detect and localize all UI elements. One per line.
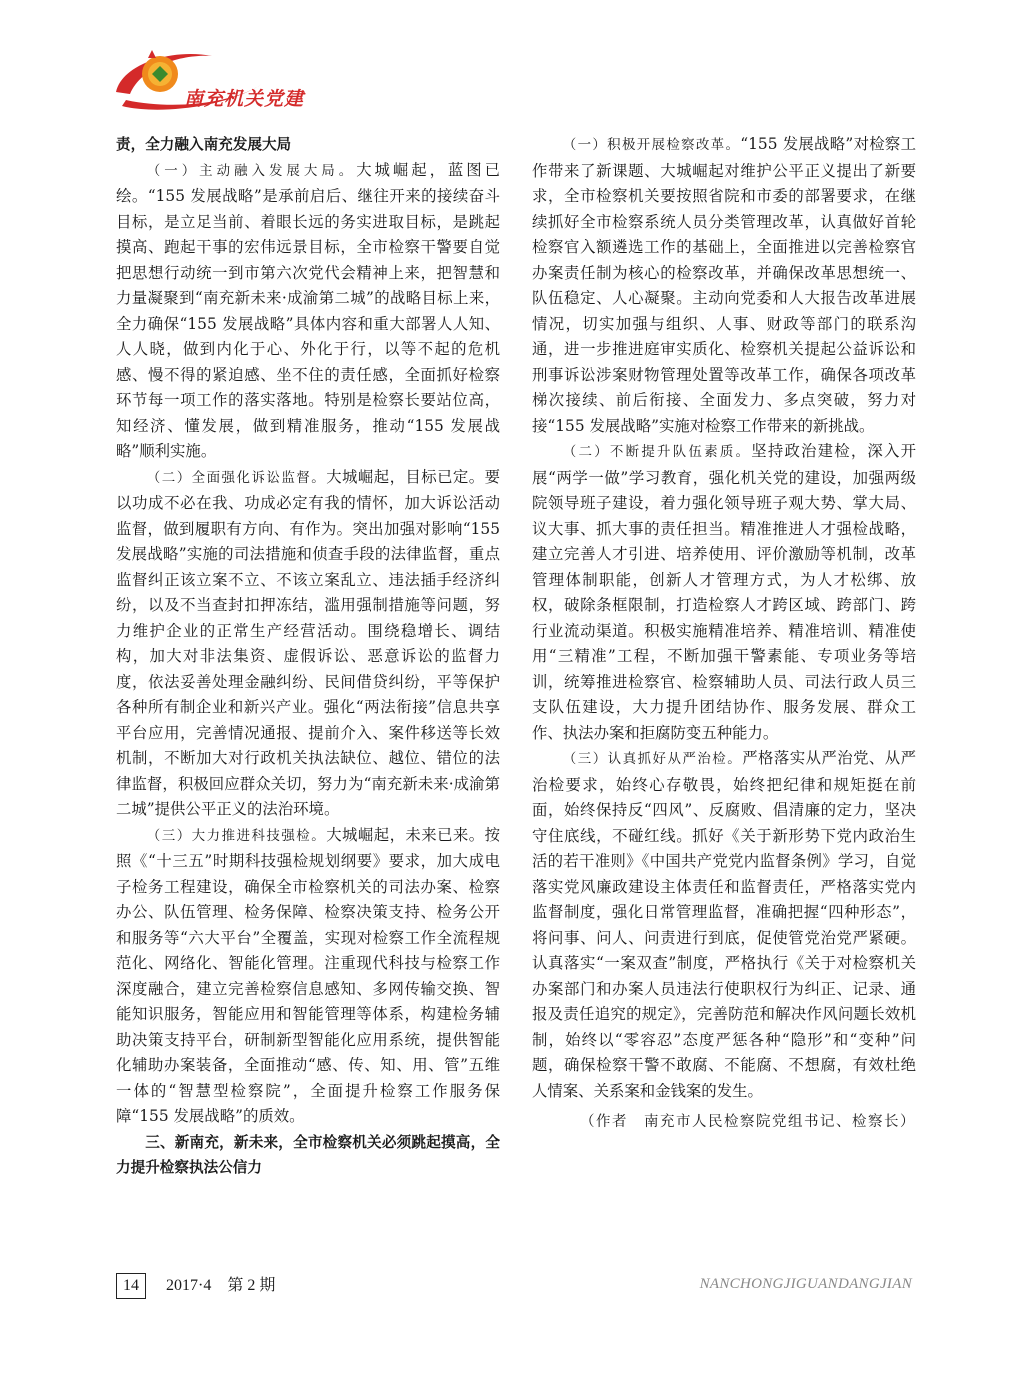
paragraph-lead: （一）主动融入发展大局。 bbox=[146, 162, 357, 179]
page-header bbox=[112, 44, 912, 124]
left-text-column bbox=[116, 132, 500, 1181]
body-paragraph bbox=[532, 132, 916, 439]
author-byline: （作者 南充市人民检察院党组书记、检察长） bbox=[580, 1114, 916, 1130]
body-paragraph bbox=[532, 746, 916, 1104]
page-footer bbox=[116, 1270, 916, 1306]
paragraph-lead: （三）大力推进科技强检。 bbox=[146, 827, 327, 844]
paragraph-body: 大城崛起，未来已来。按照《“十三五”时期科技强检规划纲要》要求，加大成电子检务工程建设，确保全市检察机关的司法办案、检察办公、队伍管理、检务保障、检察决策支持、检务公开和服务等“六大平台”全覆盖，实现对检察工作全流程规范化、网络化、智能化管理。注重现代科技与检察工作深度融合，建立完善检察信息感知、多网传输交换、智能知识服务，智能应用和智能管理等体系，构建检务辅助决策支持平台，研制新型智能化应用系统，提供智能化辅助办案装备，全面推动“感、传、知、用、管”五维一体的“智慧型检察院”，全面提升检察工作服务保障“155 发展战略”的质效。 bbox=[116, 825, 500, 1125]
paragraph-lead: （二）全面强化诉讼监督。 bbox=[146, 469, 327, 486]
right-text-column bbox=[532, 132, 916, 1134]
paragraph-body: 大城崛起，目标已定。要以功成不必在我、功成必定有我的情怀，加大诉讼活动监督，做到履职有方向、有作为。突出加强对影响“155 发展战略”实施的司法措施和侦查手段的法律监督，重点监督纠正该立案不立、不该立案乱立、违法插手经济纠纷，以及不当查封扣押冻结，滥用强制措施等问题，努力维护企业的正常生产经营活动。围绕稳增长、调结构，加大对非法集资、虚假诉讼、恶意诉讼的监督力度，依法妥善处理金融纠纷、民间借贷纠纷，平等保护各种所有制企业和新兴产业。强化“两法衔接”信息共享平台应用，完善情况通报、提前介入、案件移送等长效机制，不断加大对行政机关执法缺位、越位、错位的法律监督，积极回应群众关切，努力为“南充新未来·成渝第二城”提供公平正义的法治环境。 bbox=[116, 467, 500, 818]
section-heading: 三、新南充，新未来，全市检察机关必须跳起摸高，全力提升检察执法公信力 bbox=[116, 1133, 500, 1176]
paragraph-body: 坚持政治建检，深入开展“两学一做”学习教育，强化机关党的建设，加强两级院领导班子建设，着力强化领导班子观大势、掌大局、议大事、抓大事的责任担当。精准推进人才强检战略，建立完善人才引进、培养使用、评价激励等机制，改革管理体制职能，创新人才管理方式，为人才松绑、放权，破除条框限制，打造检察人才跨区域、跨部门、跨行业流动渠道。积极实施精准培养、精准培训、精准使用“三精准”工程，不断加强干警素能、专项业务等培训，统筹推进检察官、检察辅助人员、司法行政人员三支队伍建设，大力提升团结协作、服务发展、群众工作、执法办案和拒腐防变五种能力。 bbox=[532, 442, 916, 742]
section-heading: 责，全力融入南充发展大局 bbox=[116, 136, 292, 153]
body-paragraph bbox=[116, 465, 500, 823]
body-paragraph bbox=[116, 823, 500, 1130]
body-paragraph bbox=[532, 439, 916, 746]
paragraph-body: “155 发展战略”对检察工作带来了新课题、大城崛起对维护公平正义提出了新要求，全市检察机关要按照省院和市委的部署要求，在继续抓好全市检察系统人员分类管理改革，认真做好首轮检察官入额遴选工作的基础上，全面推进以完善检察官办案责任制为核心的检察改革，并确保改革思想统一、队伍稳定、人心凝聚。主动向党委和人大报告改革进展情况，切实加强与组织、人事、财政等部门的联系沟通，进一步推进庭审实质化、检察机关提起公益诉讼和刑事诉讼涉案财物管理处置等改革工作，确保各项改革梯次接续、前后衔接、全面发力、多点突破，努力对接“155 发展战略”实施对检察工作带来的新挑战。 bbox=[532, 135, 916, 435]
paragraph-body: 大城崛起，蓝图已绘。“155 发展战略”是承前启后、继往开来的接续奋斗目标，是立足当前、着眼长远的务实进取目标，是跳起摸高、跑起干事的宏伟远景目标，全市检察干警要自觉把思想行动统一到市第六次党代会精神上来，把智慧和力量凝聚到“南充新未来·成渝第二城”的战略目标上来，全力确保“155 发展战略”具体内容和重大部署人人知、人人晓，做到内化于心、外化于行，以等不起的危机感、慢不得的紧迫感、坐不住的责任感，全面抓好检察环节每一项工作的落实落地。特别是检察长要站位高，知经济、懂发展，做到精准服务，推动“155 发展战略”顺利实施。 bbox=[116, 160, 500, 460]
journal-english-name: NANCHONGJIGUANDANGJIAN bbox=[699, 1276, 912, 1292]
paragraph-lead: （三）认真抓好从严治检。 bbox=[562, 751, 743, 767]
paragraph-lead: （一）积极开展检察改革。 bbox=[562, 137, 741, 153]
paragraph-lead: （二）不断提升队伍素质。 bbox=[562, 444, 752, 460]
paragraph-body: 严格落实从严治党、从严治检要求，始终心存敬畏，始终把纪律和规矩挺在前面，始终保持反“四风”、反腐败、倡清廉的定力，坚决守住底线，不碰红线。抓好《关于新形势下党内政治生活的若干准则》《中国共产党党内监督条例》学习，自觉落实党风廉政建设主体责任和监督责任，严格落实党内监督制度，强化日常管理监督，准确把握“四种形态”，将问事、问人、问责进行到底，促使管党治党严紧硬。认真落实“一案双查”制度，严格执行《关于对检察机关办案部门和办案人员违法行使职权行为纠正、记录、通报及责任追究的规定》，完善防范和解决作风问题长效机制，始终以“零容忍”态度严惩各种“隐形”和“变种”问题，确保检察干警不敢腐、不能腐、不想腐，有效杜绝人情案、关系案和金钱案的发生。 bbox=[532, 749, 916, 1100]
issue-label: 2017·4 第 2 期 bbox=[166, 1277, 276, 1294]
journal-brand-title: 南充机关党建 bbox=[184, 88, 305, 110]
page-number: 14 bbox=[116, 1273, 146, 1299]
body-paragraph bbox=[116, 158, 500, 465]
